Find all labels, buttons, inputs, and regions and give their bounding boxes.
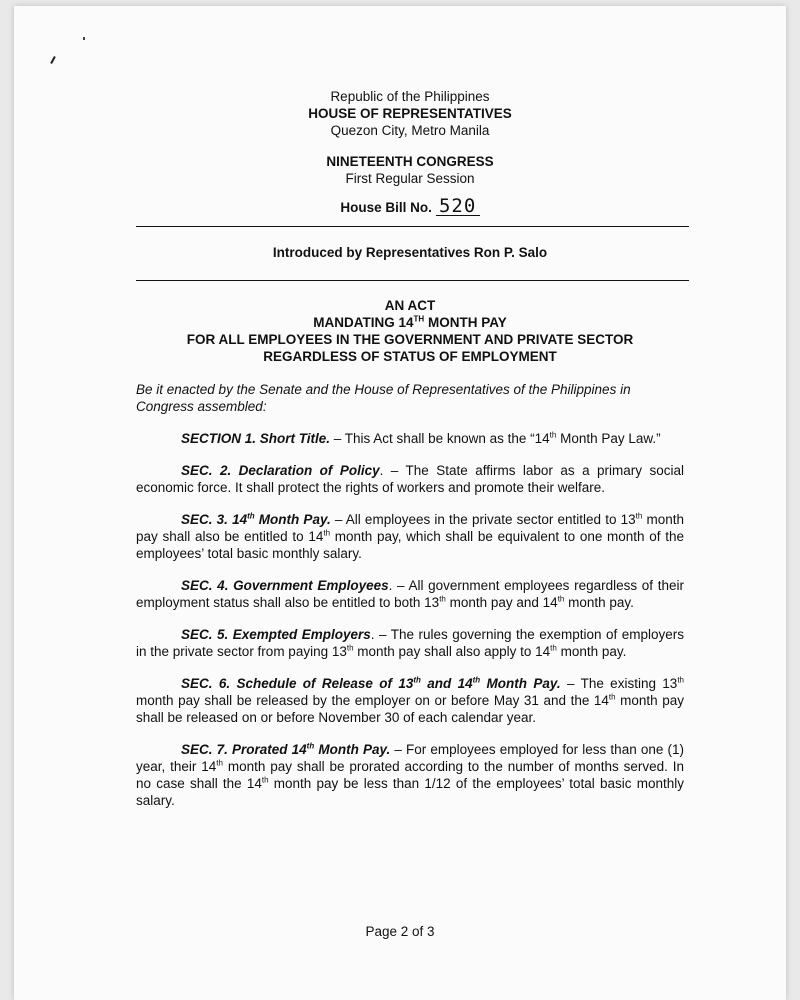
country-line: Republic of the Philippines [330,89,490,104]
speck-mark [83,37,85,40]
document-body [136,88,684,809]
section-7: SEC. 7. Prorated 14th Month Pay. – For employees employed for less than one (1) year, their 14th month pay shall be prorated according to the number of months served. In no case shall the 14th month pay be less than 1/12 of the employees’ total basic monthly salary. [136,741,685,808]
page-number: Page 2 of 3 [365,924,435,939]
divider-bottom [136,280,689,281]
section-5: SEC. 5. Exempted Employers. – The rules governing the exemption of employers in the private sector from paying 13th month pay shall also apply to 14th month pay. [136,627,685,659]
bill-label: House Bill No. [340,200,432,215]
title-line-2: MANDATING 14TH MONTH PAY [313,314,507,330]
congress-line: NINETEENTH CONGRESS [326,154,494,169]
section-4: SEC. 4. Government Employees. – All government employees regardless of their employment status shall also be entitled to both 13th month pay and 14th month pay. [136,578,684,610]
letterhead [136,88,684,187]
title-line-3: FOR ALL EMPLOYEES IN THE GOVERNMENT AND PRIVATE SECTOR [186,332,634,347]
divider-top [136,226,689,227]
session-line: First Regular Session [345,171,475,186]
enacting-clause: Be it enacted by the Senate and the House of Representatives of the Philippines in Congress assembled: [136,382,631,414]
section-1: SECTION 1. Short Title. – This Act shall be known as the “14th Month Pay Law.” [181,430,661,446]
pen-mark [50,56,56,64]
act-title [136,297,684,365]
bill-number-line [136,197,684,216]
house-line: HOUSE OF REPRESENTATIVES [308,106,512,121]
bill-number: 520 [436,197,480,216]
title-line-1: AN ACT [384,298,436,313]
section-6: SEC. 6. Schedule of Release of 13th and 14th Month Pay. – The existing 13th month pay shall be released by the employer on or before May 31 and the 14th month pay shall be released on or before November 30 of each calendar year. [136,675,684,725]
section-3: SEC. 3. 14th Month Pay. – All employees in the private sector entitled to 13th month pay shall also be entitled to 14th month pay, which shall be equivalent to one month of the employees’ total basic monthly salary. [136,511,685,561]
location-line: Quezon City, Metro Manila [330,123,490,138]
section-2: SEC. 2. Declaration of Policy. – The State affirms labor as a primary social economic force. It shall protect the rights of workers and promote their welfare. [136,463,684,495]
document-page [14,6,786,1000]
title-line-4: REGARDLESS OF STATUS OF EMPLOYMENT [263,349,557,364]
introduced-by: Introduced by Representatives Ron P. Salo [272,245,548,260]
